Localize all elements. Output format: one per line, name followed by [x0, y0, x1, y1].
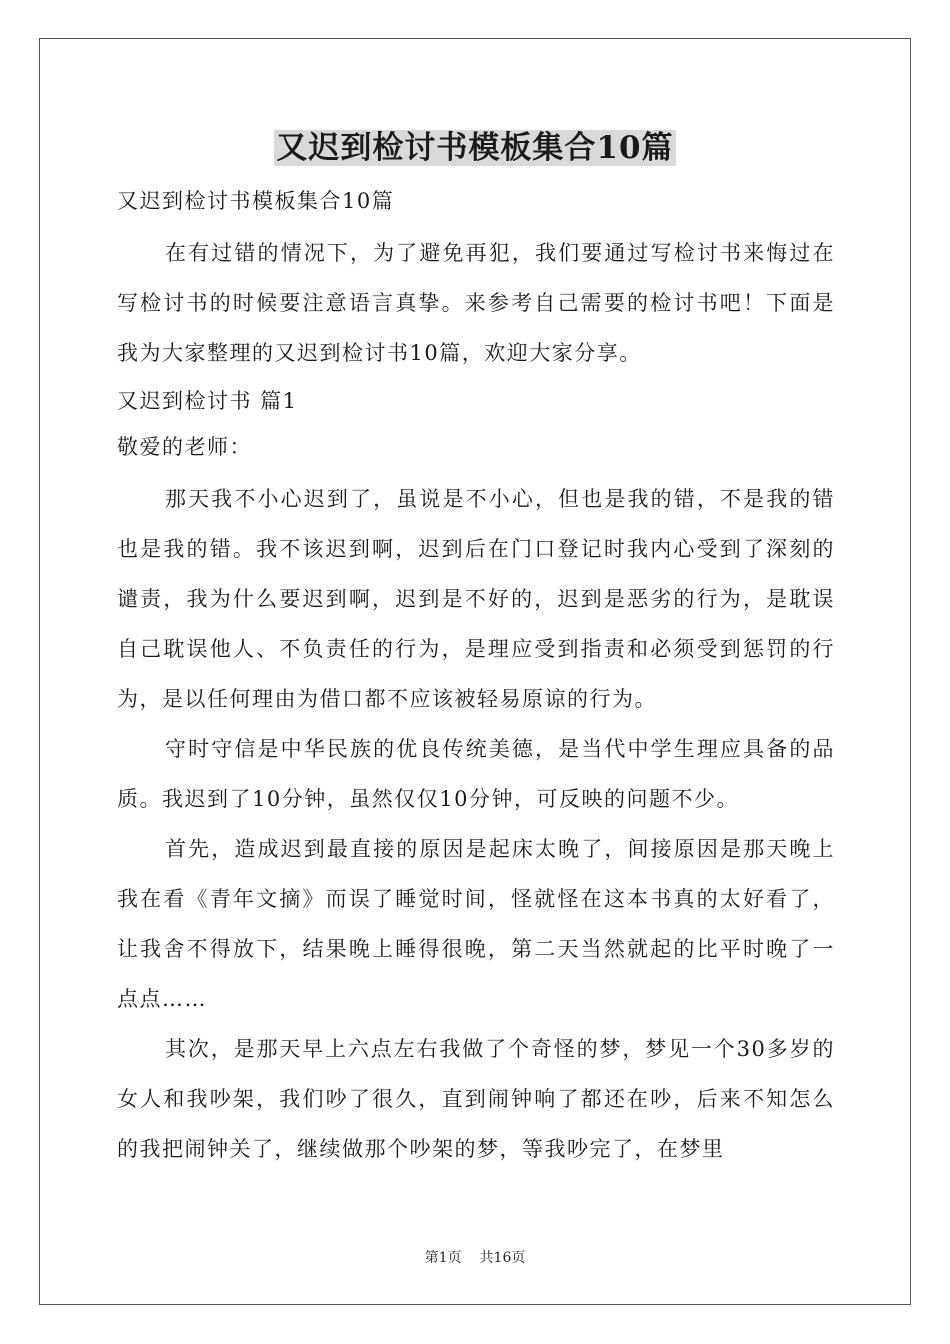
salutation: 敬爱的老师： [117, 435, 252, 459]
page-total: 共16页 [479, 1250, 526, 1266]
document-body [117, 178, 835, 1174]
document-title [0, 128, 950, 168]
body-paragraph-4: 其次，是那天早上六点左右我做了个奇怪的梦，梦见一个30多岁的女人和我吵架，我们吵了很久，直到闹钟响了都还在吵，后来不知怎么的我把闹钟关了，继续做那个吵架的梦，等我吵完了，在梦里 [117, 1037, 835, 1161]
section-heading: 又迟到检讨书 篇1 [117, 389, 298, 413]
page-number: 第1页 [424, 1250, 462, 1266]
body-paragraph-3: 首先，造成迟到最直接的原因是起床太晚了，间接原因是那天晚上我在看《青年文摘》而误了睡觉时间，怪就怪在这本书真的太好看了，让我舍不得放下，结果晚上睡得很晚，第二天当然就起的比平时晚了一点点…… [117, 837, 835, 1011]
intro-paragraph: 在有过错的情况下，为了避免再犯，我们要通过写检讨书来悔过在写检讨书的时候要注意语言真挚。来参考自己需要的检讨书吧！下面是我为大家整理的又迟到检讨书10篇，欢迎大家分享。 [117, 241, 835, 365]
body-paragraph-1: 那天我不小心迟到了，虽说是不小心，但也是我的错，不是我的错也是我的错。我不该迟到啊，迟到后在门口登记时我内心受到了深刻的谴责，我为什么要迟到啊，迟到是不好的，迟到是恶劣的行为，是耽误自己耽误他人、不负责任的行为，是理应受到指责和必须受到惩罚的行为，是以任何理由为借口都不应该被轻易原谅的行为。 [117, 487, 835, 711]
document-title-text: 又迟到检讨书模板集合10篇 [276, 130, 674, 166]
document-subtitle: 又迟到检讨书模板集合10篇 [117, 189, 395, 213]
body-paragraph-2: 守时守信是中华民族的优良传统美德，是当代中学生理应具备的品质。我迟到了10分钟，虽然仅仅10分钟，可反映的问题不少。 [117, 737, 835, 811]
page-footer [0, 1247, 950, 1267]
